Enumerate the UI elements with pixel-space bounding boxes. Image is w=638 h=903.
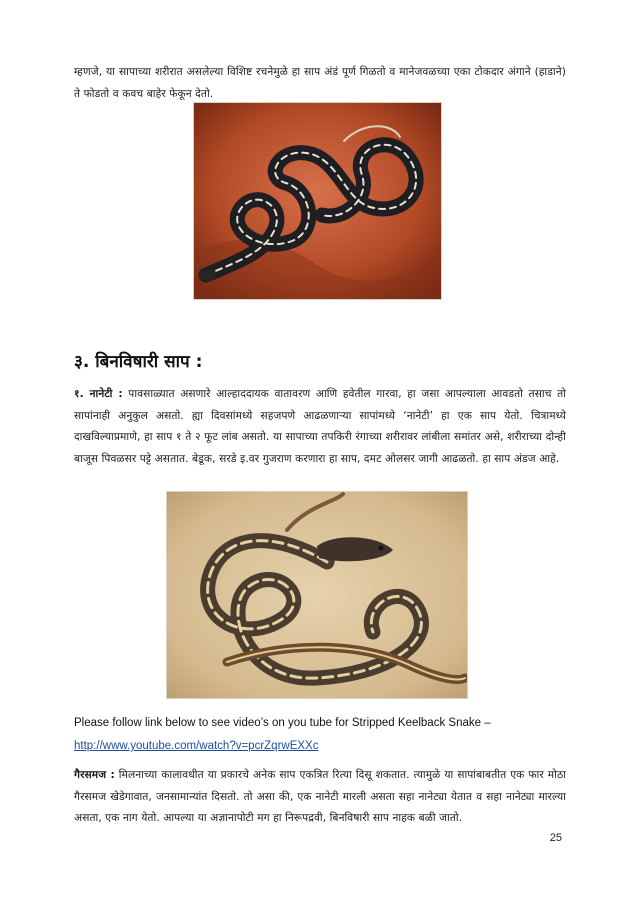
youtube-link[interactable]: http://www.youtube.com/watch?v=pcrZqrwEXXc <box>74 740 319 752</box>
misconception-label: गैरसमज : <box>74 769 115 781</box>
misconception-paragraph <box>74 765 566 830</box>
snake-photo-eating-egg <box>193 102 442 300</box>
stripped-keelback-photo <box>166 491 468 699</box>
video-note: Please follow link below to see video’s on you tube for Stripped Keelback Snake – <box>74 717 491 729</box>
naneti-label: १. नानेटी : <box>74 388 123 400</box>
page-number: 25 <box>549 832 562 844</box>
naneti-text: पावसाळ्यात असणारे आल्हाददायक वातावरण आणि हवेतील गारवा, हा जसा आपल्याला आवडतो तसाच तो सापांनाही अनुकुल असतो. ह्या दिवसांमध्ये सहजपणे आढळणाऱ्या सापांमध्ये ‘नानेटी’ हा एक साप येतो. चित्रामध्ये दाखविल्याप्रमाणे, हा साप १ ते २ फूट लांब असतो. या सापाच्या तपकिरी रंगाच्या शरीरावर लांबीला समांतर असे, शरीराच्या दोन्ही बाजूस पिवळसर पट्टे असतात. बेडूक, सरडे इ.वर गुजराण करणारा हा साप, दमट ओलसर जागी आढळतो. हा साप अंडज आहे. <box>74 388 566 465</box>
misconception-text: मिलनाच्या कालावधीत या प्रकारचे अनेक साप एकत्रित रित्या दिसू शकतात. त्यामुळे या सापांबाबतीत एक फार मोठा गैरसमज खेडेगावात, जनसामान्यांत दिसतो. तो असा की, एक नानेटी मारली असता सहा नानेट्या येतात व सहा नानेट्या मारल्या असता, एक नाग येतो. आपल्या या अज्ञानापोटी मग हा निरूपद्रवी, बिनविषारी साप नाहक बळी जातो. <box>74 769 566 824</box>
section-heading: ३. बिनविषारी साप : <box>74 352 203 372</box>
naneti-paragraph <box>74 384 566 470</box>
intro-paragraph: म्हणजे, या सापाच्या शरीरात असलेल्या विशिष्ट रचनेमुळे हा साप अंडं पूर्ण गिळतो व मानेजवळच्या एका टोकदार अंगाने (हाडाने) ते फोडतो व कवच बाहेर फेकून देतो. <box>74 66 566 100</box>
